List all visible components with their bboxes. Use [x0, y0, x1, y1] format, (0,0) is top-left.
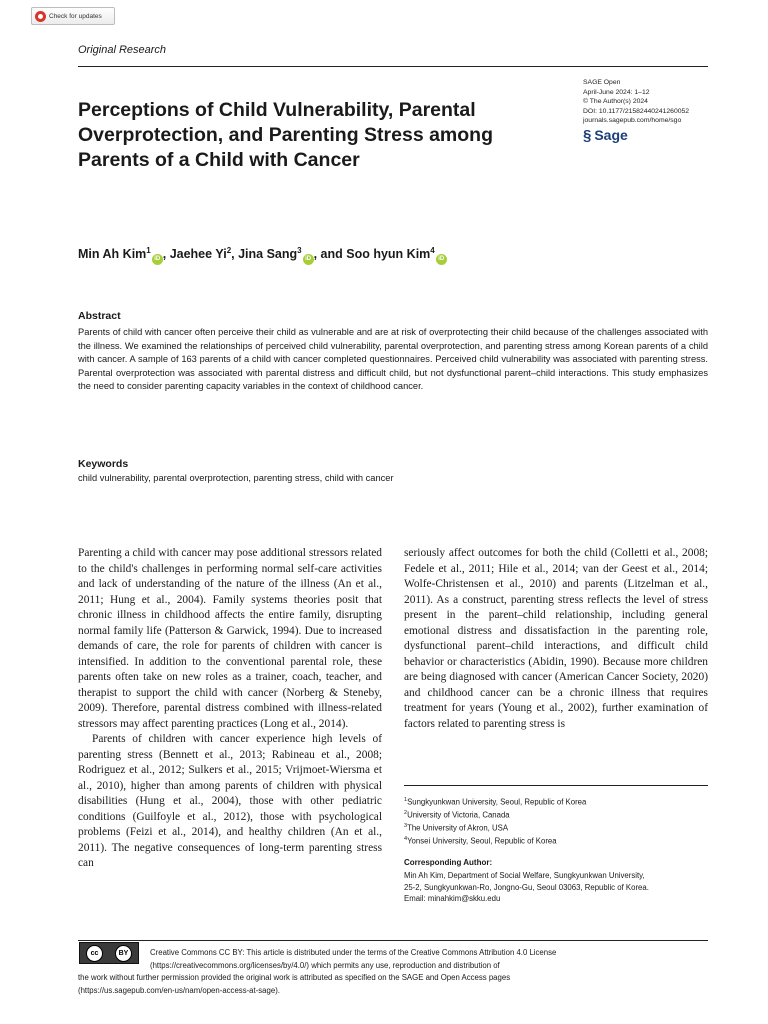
orcid-icon[interactable]: iD	[152, 254, 163, 265]
copyright: © The Author(s) 2024	[583, 98, 648, 105]
corresponding-email-link[interactable]: Email: minahkim@skku.edu	[404, 894, 501, 903]
abstract-heading: Abstract	[78, 310, 121, 322]
affiliation-text: University of Victoria, Canada	[407, 810, 510, 820]
journal-name: SAGE Open	[583, 79, 621, 86]
affiliation-list	[404, 795, 586, 847]
publisher-name: Sage	[594, 126, 628, 143]
license-url-link[interactable]: (https://creativecommons.org/licenses/by/4.0/) which permits any use, reproduction and distribution of	[150, 960, 500, 970]
body-column-right	[404, 546, 708, 732]
publisher-logo	[583, 128, 689, 143]
affiliation-item	[404, 821, 586, 834]
author-affiliation-mark: 2	[226, 246, 232, 255]
affiliation-item	[404, 808, 586, 821]
corresponding-line: 25-2, Sungkyunkwan-Ro, Jongno-Gu, Seoul 03063, Republic of Korea.	[404, 882, 649, 892]
author-name: Jaehee Yi	[169, 247, 227, 262]
check-for-updates-label: Check for updates	[49, 12, 102, 20]
journal-url-link[interactable]: journals.sagepub.com/home/sgo	[583, 117, 682, 124]
article-title: Perceptions of Child Vulnerability, Parental Overprotection, and Parenting Stress among Parents of a Child with Cancer	[78, 99, 494, 171]
journal-issue: April-June 2024: 1–12	[583, 88, 650, 96]
license-line: the work without further permission provided the original work is attributed as specified on the SAGE and Open Access pages	[78, 973, 511, 982]
body-paragraph: Parents of children with cancer experience high levels of parenting stress (Bennett et al., 2013; Rabineau et al., 2008; Rodriguez et al., 2012; Sulkers et al., 2015; Vrijmoet-Wiersma et al., 2010), higher than among parents of children with physical disabilities (Hung et al., 2004), those with other pediatric conditions (Guilfoyle et al., 2012), those with psychological problems (Feizi et al., 2014), and healthy children (An et al., 2011). The negative consequences of long-term parenting stress can	[78, 733, 382, 869]
doi-link[interactable]: DOI: 10.1177/21582440241260052	[583, 107, 690, 115]
abstract-text: Parents of child with cancer often perceive their child as vulnerable and are at risk of overprotecting their child because of the challenges associated with the illness. We examined the relationships of perceived child vulnerability, parental overprotection, and parenting stress among Korean parents of a child with cancer. A sample of 163 parents of a child with cancer completed questionnaires. Perceived child vulnerability was associated with parenting stress. Parental overprotection was associated with parental distress and difficult child, but not dysfunctional parent–child interactions. This study emphasizes the need to consider parenting capacity variables in the context of childhood cancer.	[78, 327, 708, 391]
attribution-icon: BY	[115, 945, 132, 962]
check-for-updates-button[interactable]	[31, 7, 115, 25]
affiliation-mark: 4	[404, 836, 408, 843]
body-column-left	[78, 546, 382, 872]
article-type: Original Research	[78, 44, 167, 56]
author-affiliation-mark: 1	[146, 246, 151, 255]
affiliation-mark: 1	[404, 797, 408, 803]
orcid-icon[interactable]: iD	[303, 254, 314, 265]
author-list	[78, 246, 447, 265]
author-separator: ,	[162, 247, 170, 262]
author-name: Jina Sang	[238, 247, 298, 262]
creative-commons-icon: cc	[86, 945, 103, 962]
author-name: Min Ah Kim	[78, 247, 147, 262]
crossmark-icon	[35, 11, 46, 22]
license-statement	[78, 947, 718, 997]
footnote-divider	[404, 785, 708, 786]
sage-logo-icon: §	[583, 126, 592, 144]
author-affiliation-mark: 4	[430, 246, 435, 255]
body-paragraph: seriously affect outcomes for both the child (Colletti et al., 2008; Fedele et al., 2011; Hile et al., 2014; van der Geest et al., 2014; Wolfe-Christensen et al., 2010) and parents (Litzelman et al., 2011). As a construct, parenting stress reflects the level of stress present in the parent–child relationship, including general emotional distress and dissatisfaction in the parenting role, dysfunctional parent–child interactions, and difficult child behavior or characteristics (Abidin, 1990). Because more children are being diagnosed with cancer (American Cancer Society, 2020) and childhood cancer can be a chronic illness that requires treatment for years (Young et al., 2002), further examination of factors related to parenting stress is	[404, 547, 708, 730]
affiliation-item	[404, 795, 586, 808]
keywords-text: child vulnerability, parental overprotection, parenting stress, child with cancer	[78, 473, 394, 483]
author-affiliation-mark: 3	[297, 246, 302, 255]
open-access-url-link[interactable]: (https://us.sagepub.com/en-us/nam/open-access-at-sage).	[78, 985, 280, 995]
corresponding-author-heading: Corresponding Author:	[404, 858, 493, 867]
author-separator: , and	[313, 247, 347, 262]
body-paragraph: Parenting a child with cancer may pose additional stressors related to the child's challenges in performing normal self-care activities and lack of understanding of the nature of the illness (An et al., 2011; Hung et al., 2004). Family systems theories posit that chronic illness in childhood affects the entire family, disrupting normal family life (Patterson & Garwick, 1994). Due to increased demands of care, the role for parents of children with cancer is intensified. In addition to the conventional parental role, these parents often take on new roles as a trainer, coach, teacher, and therapist to support the child with cancer (Norberg & Steneby, 2009). Therefore, parental distress combined with illness-related stressors may affect parenting practices (Long et al., 2014).	[78, 547, 382, 730]
journal-info	[583, 78, 689, 143]
affiliation-item	[404, 834, 586, 847]
corresponding-author-details	[404, 870, 649, 905]
affiliation-text: Yonsei University, Seoul, Republic of Korea	[407, 836, 557, 846]
affiliation-mark: 3	[404, 823, 408, 830]
author-name: Soo hyun Kim	[346, 247, 431, 262]
author-separator: ,	[231, 247, 239, 262]
orcid-icon[interactable]: iD	[436, 254, 447, 265]
affiliation-mark: 2	[404, 810, 408, 817]
corresponding-line: Min Ah Kim, Department of Social Welfare, Sungkyunkwan University,	[404, 871, 645, 880]
affiliation-text: Sungkyunkwan University, Seoul, Republic of Korea	[407, 797, 587, 807]
license-divider	[78, 940, 708, 941]
license-line: Creative Commons CC BY: This article is distributed under the terms of the Creative Commons Attribution 4.0 License	[150, 948, 557, 957]
header-divider	[78, 66, 708, 67]
affiliation-text: The University of Akron, USA	[407, 823, 509, 833]
keywords-heading: Keywords	[78, 458, 129, 470]
